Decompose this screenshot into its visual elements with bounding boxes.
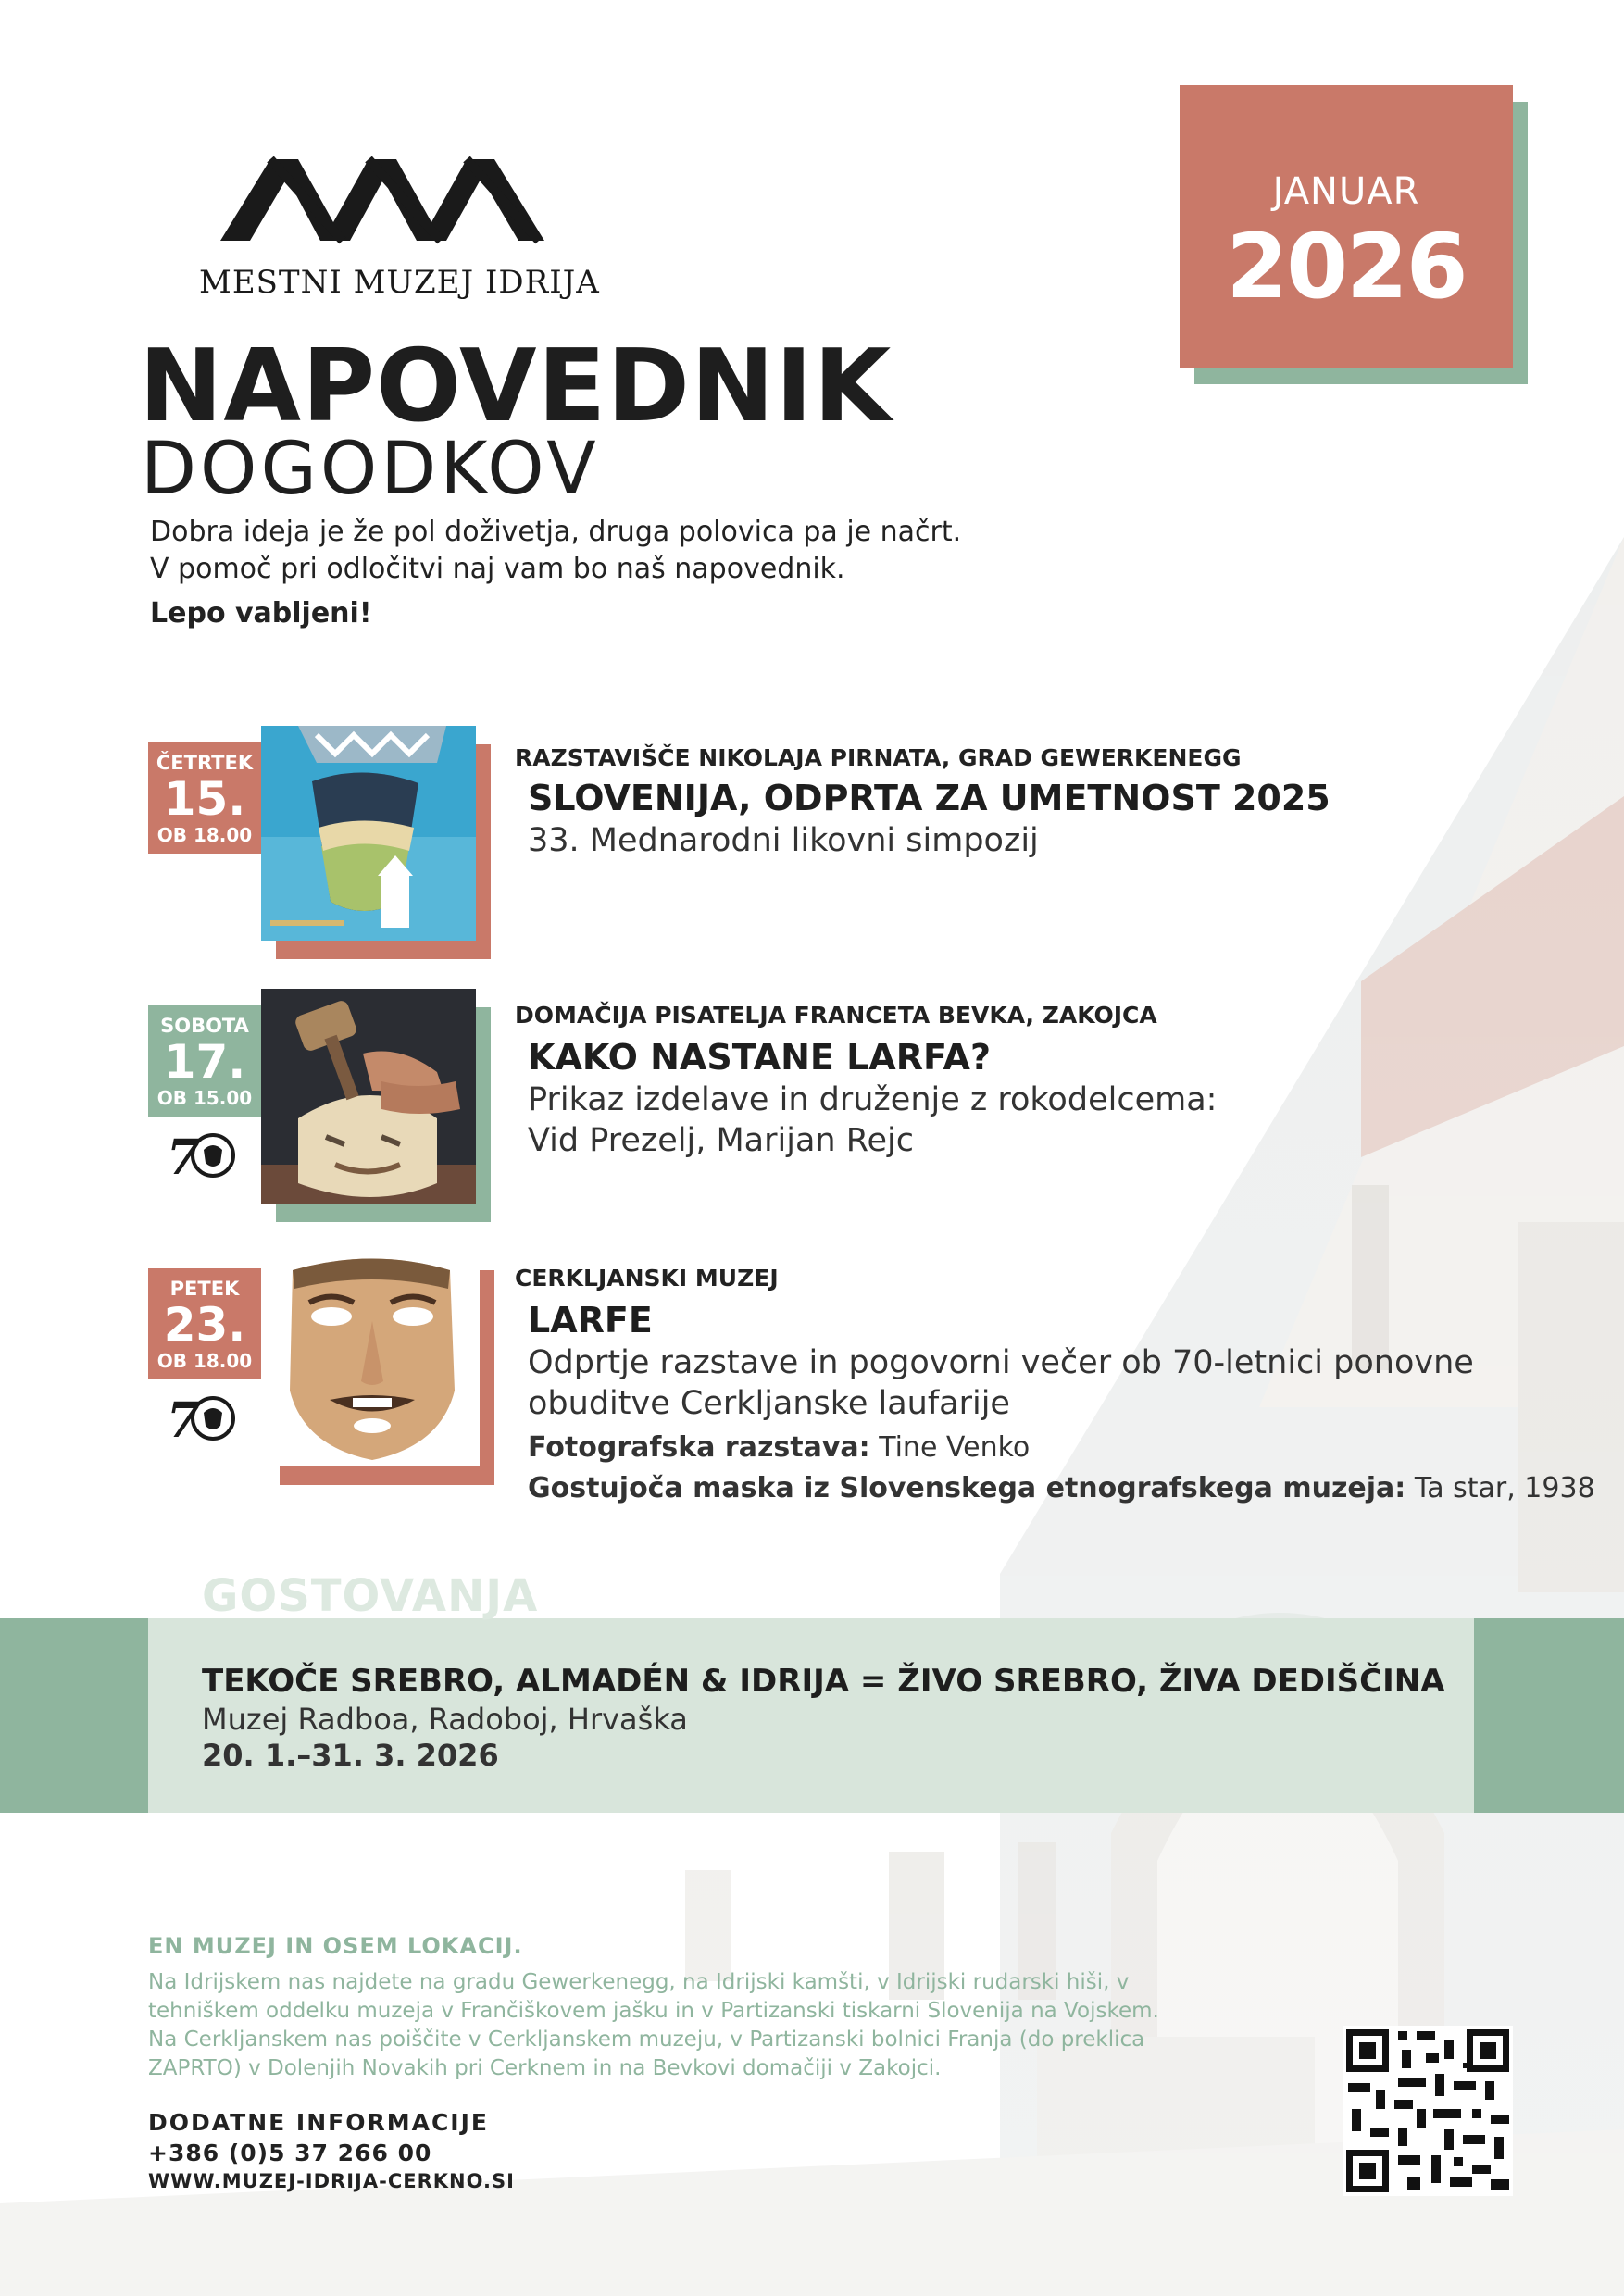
guest-label: GOSTOVANJA <box>202 1570 539 1622</box>
event-location: RAZSTAVIŠČE NIKOLAJA PIRNATA, GRAD GEWERKENEGG <box>515 744 1242 771</box>
footer-text <box>148 1968 1315 2083</box>
guest-dates: 20. 1.–31. 3. 2026 <box>202 1738 499 1773</box>
info-title: DODATNE INFORMACIJE <box>148 2109 489 2136</box>
painting-image <box>261 726 476 941</box>
event-desc-line: 33. Mednarodni likovni simpozij <box>528 822 1039 859</box>
qr-code-icon[interactable] <box>1343 2026 1513 2196</box>
date-box <box>1180 85 1513 368</box>
photo-exhibition-line <box>528 1431 1030 1464</box>
event-image <box>261 726 476 941</box>
event-desc-line: obuditve Cerkljanske laufarije <box>528 1385 1010 1422</box>
footer-line: Na Idrijskem nas najdete na gradu Gewerkenegg, na Idrijski kamšti, v Idrijski rudarski hiši, v <box>148 1970 1130 1994</box>
day-name: ČETRTEK <box>156 752 254 774</box>
date-month: JANUAR <box>1272 170 1420 213</box>
event-time: OB 18.00 <box>156 824 253 846</box>
event-image <box>265 1252 480 1466</box>
footer-title: EN MUZEJ IN OSEM LOKACIJ. <box>148 1933 523 1959</box>
event-title: KAKO NASTANE LARFA? <box>528 1037 992 1078</box>
event-location: DOMAČIJA PISATELJA FRANCETA BEVKA, ZAKOJCA <box>515 1002 1157 1029</box>
photo-exhibition-value: Tine Venko <box>879 1431 1031 1464</box>
info-phone[interactable]: +386 (0)5 37 266 00 <box>148 2140 432 2166</box>
svg-text:7: 7 <box>167 1392 201 1446</box>
event-title: SLOVENIJA, ODPRTA ZA UMETNOST 2025 <box>528 778 1330 818</box>
page-title: NAPOVEDNIK <box>139 329 893 444</box>
date-year: 2026 <box>1226 215 1467 318</box>
event-description <box>528 1342 1593 1424</box>
svg-text:7: 7 <box>167 1129 201 1183</box>
event-location: CERKLJANSKI MUZEJ <box>515 1265 779 1292</box>
day-name: SOBOTA <box>160 1015 249 1037</box>
guest-mask-value: Ta star, 1938 <box>1414 1472 1595 1504</box>
mask-carving-image <box>261 989 476 1204</box>
guest-mask-label: Gostujoča maska iz Slovenskega etnografskega muzeja: <box>528 1472 1406 1504</box>
event-image <box>261 989 476 1204</box>
day-badge <box>148 1005 261 1117</box>
day-number: 23. <box>163 1298 246 1352</box>
event-description <box>528 820 1593 861</box>
event-desc-line: Odprtje razstave in pogovorni večer ob 70-letnici ponovne <box>528 1344 1474 1381</box>
seventy-years-icon <box>167 1391 237 1446</box>
page-subtitle: DOGODKOV <box>141 428 600 511</box>
photo-exhibition-label: Fotografska razstava: <box>528 1431 870 1464</box>
guest-mask-line <box>528 1472 1595 1504</box>
day-number: 17. <box>163 1035 246 1089</box>
day-badge <box>148 1268 261 1379</box>
event-time: OB 18.00 <box>156 1350 253 1372</box>
intro-line-1: Dobra ideja je že pol doživetja, druga polovica pa je načrt. <box>150 516 962 548</box>
event-desc-line: Prikaz izdelave in druženje z rokodelcema: <box>528 1081 1218 1118</box>
guest-place: Muzej Radboa, Radoboj, Hrvaška <box>202 1702 688 1737</box>
invite-text: Lepo vabljeni! <box>150 597 372 630</box>
info-website-link[interactable]: WWW.MUZEJ-IDRIJA-CERKNO.SI <box>148 2170 515 2192</box>
wooden-mask-image <box>265 1252 480 1466</box>
day-name: PETEK <box>169 1278 240 1300</box>
footer-line: tehniškem oddelku muzeja v Frančiškovem jašku in v Partizanski tiskarni Slovenija na Vojskem. <box>148 1999 1159 2023</box>
seventy-years-icon <box>167 1128 237 1183</box>
event-title: LARFE <box>528 1300 653 1341</box>
footer-line: Na Cerkljanskem nas poiščite v Cerkljanskem muzeju, v Partizanski bolnici Franja (do preklica <box>148 2028 1145 2052</box>
event-time: OB 15.00 <box>156 1087 253 1109</box>
museum-logo-text: MESTNI MUZEJ IDRIJA <box>199 264 600 301</box>
day-badge <box>148 742 261 854</box>
event-desc-line: Vid Prezelj, Marijan Rejc <box>528 1122 914 1159</box>
footer-line: ZAPRTO) v Dolenjih Novakih pri Cerknem in na Bevkovi domačiji v Zakojci. <box>148 2056 942 2080</box>
intro-text <box>150 514 961 588</box>
guest-title: TEKOČE SREBRO, ALMADÉN & IDRIJA = ŽIVO SREBRO, ŽIVA DEDIŠČINA <box>202 1663 1445 1700</box>
intro-line-2: V pomoč pri odločitvi naj vam bo naš napovednik. <box>150 553 845 585</box>
day-number: 15. <box>163 772 246 826</box>
event-description <box>528 1079 1593 1161</box>
